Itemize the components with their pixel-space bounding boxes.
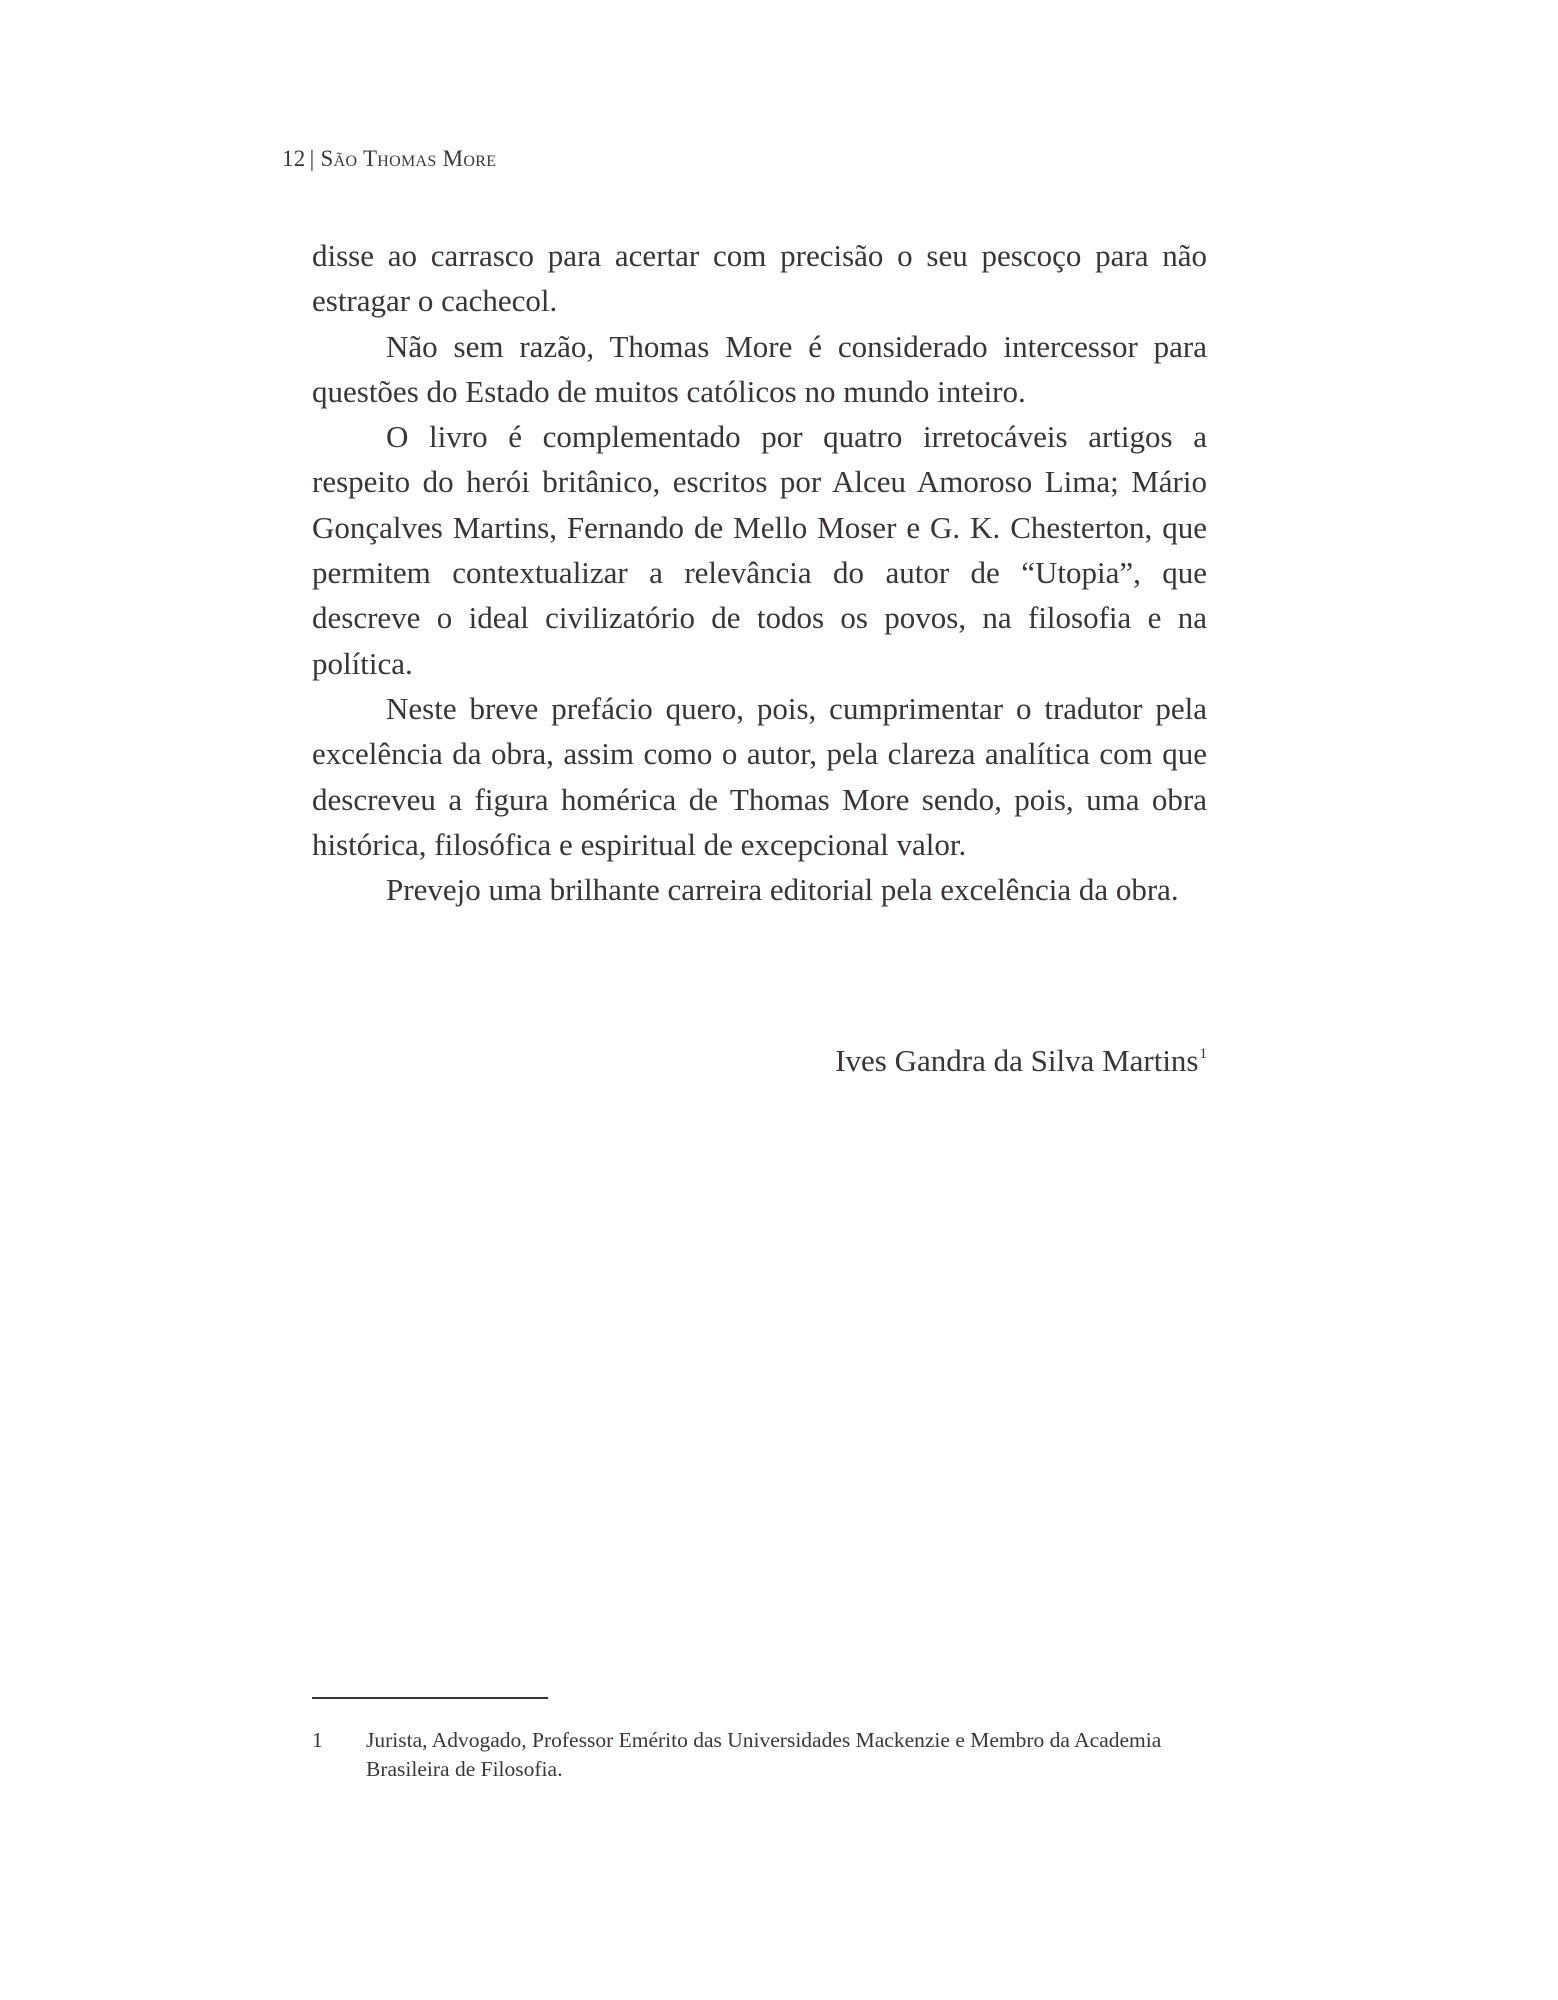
header-separator: | (309, 146, 315, 171)
paragraph: Prevejo uma brilhante carreira editorial pela excelência da obra. (386, 872, 1179, 908)
body-text (312, 233, 1207, 912)
author-name: Ives Gandra da Silva Martins (835, 1043, 1199, 1078)
footnote-divider (312, 1697, 548, 1699)
footnote (312, 1726, 1207, 1784)
author-signature (835, 1043, 1207, 1079)
paragraph-continuation: disse ao carrasco para acertar com precisão o seu pescoço para não estragar o cachecol. (312, 238, 1207, 319)
book-title: São Thomas More (320, 146, 497, 171)
page-number: 12 (282, 146, 306, 171)
footnote-text: Jurista, Advogado, Professor Emérito das Universidades Mackenzie e Membro da Academia Brasileira de Filosofia. (366, 1728, 1162, 1781)
paragraph: Não sem razão, Thomas More é considerado intercessor para questões do Estado de muitos católicos no mundo inteiro. (312, 328, 1207, 409)
footnote-reference: 1 (1199, 1046, 1207, 1062)
paragraph: O livro é complementado por quatro irretocáveis artigos a respeito do herói britânico, escritos por Alceu Amoroso Lima; Mário Gonçalves Martins, Fernando de Mello Moser e G. K. Chesterton, que permitem contextualizar a relevância do autor de “Utopia”, que descreve o ideal civilizatório de todos os povos, na filosofia e na política. (312, 419, 1207, 681)
footnote-marker: 1 (312, 1728, 323, 1752)
paragraph: Neste breve prefácio quero, pois, cumprimentar o tradutor pela excelência da obra, assim como o autor, pela clareza analítica com que descreveu a figura homérica de Thomas More sendo, pois, uma obra histórica, filosófica e espiritual de excepcional valor. (312, 690, 1207, 862)
running-header (282, 146, 496, 172)
